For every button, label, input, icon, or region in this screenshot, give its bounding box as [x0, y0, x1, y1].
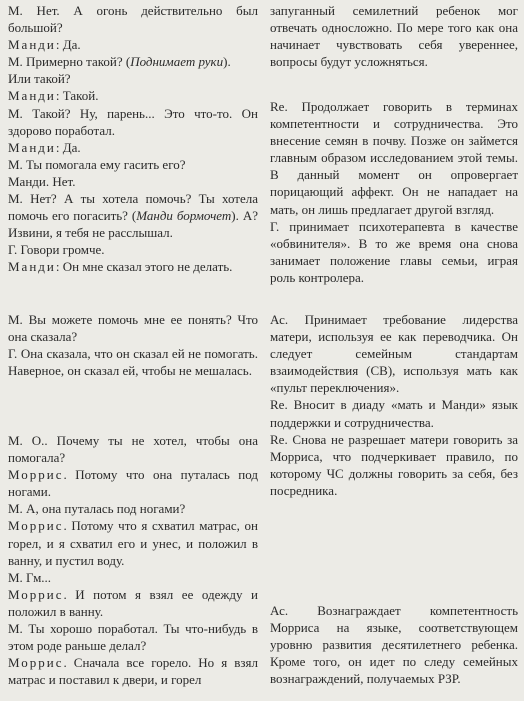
paragraph-text: . Потому что она путалась под ногами.	[8, 467, 258, 500]
paragraph	[8, 87, 258, 104]
paragraph	[8, 569, 258, 586]
paragraph	[270, 602, 518, 687]
paragraph-text: : Он мне сказал этого не делать.	[55, 259, 233, 275]
paragraph	[8, 345, 258, 379]
commentary-block-2	[270, 98, 518, 286]
commentary-block-3	[270, 311, 518, 499]
speaker-name: Моррис	[8, 655, 64, 671]
speaker-name: Моррис	[8, 518, 64, 534]
paragraph	[270, 218, 518, 286]
paragraph	[8, 36, 258, 53]
paragraph	[8, 53, 258, 70]
paragraph	[8, 156, 258, 173]
paragraph-text: Re. Вносит в диаду «мать и Манди» язык поддержки и сотрудничества.	[270, 397, 518, 430]
paragraph	[8, 432, 258, 466]
paragraph-text: М. А, она путалась под ногами?	[8, 501, 186, 517]
paragraph-text: Ас. Вознаграждает компетентность Морриса на языке, соответствующем уровню развития десятилетнего ребенка. Кроме того, он идет по следу семейных вознаграждений, получаемых РЗР.	[270, 603, 518, 687]
paragraph-text: Re. Продолжает говорить в терминах компетентности и сотрудничества. Это внесение семян в почву. Позже он займется главным образом исследованием этой темы. В данный момент он опровергает порицающий аффект. Он не нападает на мать, он лишь предлагает другой взгляд.	[270, 99, 518, 217]
paragraph	[270, 2, 518, 70]
paragraph-text: М. Такой? Ну, парень... Это что-то. Он здорово поработал.	[8, 105, 258, 138]
paragraph-text: М. Гм...	[8, 569, 52, 585]
stage-direction: Манди бормочет	[136, 208, 232, 224]
speaker-name: Моррис	[8, 586, 64, 602]
paragraph	[270, 311, 518, 396]
paragraph	[8, 311, 258, 345]
paragraph-text: . Сначала все горело. Но я взял матрас и поставил к двери, и горел	[8, 655, 258, 688]
paragraph	[8, 173, 258, 190]
paragraph-text: : Такой.	[55, 88, 99, 104]
paragraph-text: М. Ты помогала ему гасить его?	[8, 156, 186, 172]
paragraph-text: Г. Она сказала, что он сказал ей не помогать. Наверное, он сказал ей, чтобы не мешалась.	[8, 346, 258, 379]
paragraph	[8, 517, 258, 568]
paragraph	[8, 70, 258, 87]
paragraph	[270, 396, 518, 430]
paragraph-text: . И потом я взял ее одежду и положил в ванну.	[8, 586, 258, 619]
paragraph	[8, 105, 258, 139]
paragraph	[270, 431, 518, 499]
speaker-name: Манди	[8, 139, 56, 155]
dialogue-block-3	[8, 432, 258, 688]
paragraph	[8, 586, 258, 620]
paragraph-text: запуганный семилетний ребенок мог отвечать односложно. По мере того как она начинает чувствовать себя увереннее, вопросы будут усложняться.	[270, 3, 518, 70]
commentary-block-1	[270, 2, 518, 70]
paragraph	[8, 258, 258, 275]
dialogue-block-1	[8, 2, 258, 276]
paragraph	[8, 466, 258, 500]
paragraph-text: Re. Снова не разрешает матери говорить за Морриса, что подчеркивает правило, по которому ЧС должны говорить за себя, без посредника.	[270, 431, 518, 498]
paragraph-text: М. Ты хорошо поработал. Ты что-нибудь в этом роде раньше делал?	[8, 621, 258, 654]
paragraph-text: : Да.	[55, 37, 81, 53]
paragraph-text: . Потому что я схватил матрас, он горел, и я схватил его и унес, и положил в ванну, и пустил воду.	[8, 518, 258, 568]
paragraph-text: Г. Говори громче.	[8, 242, 105, 258]
paragraph	[8, 2, 258, 36]
speaker-name: Манди	[8, 259, 56, 275]
dialogue-block-2	[8, 311, 258, 379]
paragraph-text-cont: ).	[223, 54, 231, 70]
speaker-name: Манди	[8, 37, 56, 53]
paragraph-text: М. Нет? А ты хотела помочь? Ты хотела помочь его погасить? (	[8, 191, 258, 224]
paragraph-text: М. О.. Почему ты не хотел, чтобы она помогала?	[8, 433, 258, 466]
paragraph	[8, 500, 258, 517]
paragraph-text: Или такой?	[8, 71, 71, 87]
paragraph	[8, 620, 258, 654]
commentary-block-4	[270, 602, 518, 687]
speaker-name: Моррис	[8, 467, 64, 483]
paragraph-text: : Да.	[55, 139, 81, 155]
paragraph-text: М. Нет. А огонь действительно был большой?	[8, 3, 258, 36]
paragraph	[8, 190, 258, 241]
paragraph	[8, 241, 258, 258]
paragraph-text: М. Примерно такой? (	[8, 54, 131, 70]
paragraph	[270, 98, 518, 218]
paragraph-text: Ас. Принимает требование лидерства матери, используя ее как переводчика. Он следует семейным стандартам взаимодействия (СВ), используя мать как «пульт переключения».	[270, 312, 518, 396]
stage-direction: Поднимает руки	[130, 54, 224, 70]
paragraph-text: М. Вы можете помочь мне ее понять? Что она сказала?	[8, 312, 258, 345]
paragraph-text: Манди. Нет.	[8, 173, 76, 189]
paragraph	[8, 139, 258, 156]
speaker-name: Манди	[8, 88, 56, 104]
paragraph	[8, 654, 258, 688]
paragraph-text-cont: ). А? Извини, я тебя не расслышал.	[8, 208, 258, 241]
paragraph-text: Г. принимает психотерапевта в качестве «обвинителя». В то же время она снова занимает положение главы семьи, играя роль контролера.	[270, 218, 518, 285]
